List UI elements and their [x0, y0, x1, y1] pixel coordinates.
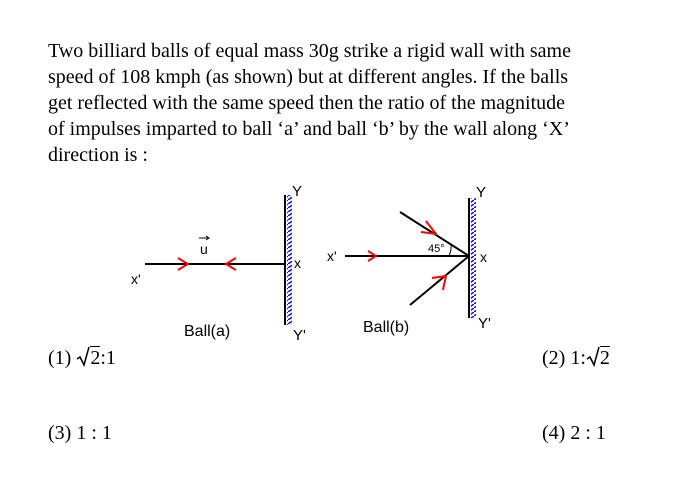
option-value: 2 : 1 [570, 422, 606, 444]
axis-y-prime-b: Y' [478, 315, 491, 332]
axis-x-b: x [480, 249, 487, 265]
sqrt-symbol [76, 346, 90, 368]
option-4[interactable] [542, 422, 606, 445]
reflected-line-b [410, 256, 469, 305]
option-value-radicand: 2 [90, 347, 101, 369]
wall-b-hatch [471, 198, 476, 318]
ball-b-diagram [327, 184, 491, 336]
question-line: get reflected with the same speed then the ratio of the magnitude [48, 92, 566, 114]
option-value: 1 : 1 [76, 422, 112, 444]
question-line: direction is : [48, 144, 148, 166]
ball-a-diagram [131, 183, 306, 344]
axis-x-a: x [294, 255, 301, 271]
axis-y-b: Y [476, 184, 487, 201]
option-number: (2) [542, 347, 566, 369]
wall-a-hatch [287, 195, 292, 325]
angle-label-b: 45° [428, 243, 445, 255]
axis-y-prime-a: Y' [293, 327, 306, 344]
velocity-label-a: u [200, 241, 208, 257]
option-value-radicand: 2 [599, 347, 610, 369]
option-2[interactable] [542, 346, 610, 370]
option-value: 1: [570, 347, 586, 369]
axis-y-a: Y [292, 183, 303, 200]
axis-x-prime-b: x' [327, 248, 337, 264]
option-3[interactable] [48, 422, 112, 445]
angle-arc-b [449, 245, 451, 256]
question-line: of impulses imparted to ball ‘a’ and ball ‘b’ by the wall along ‘X’ [48, 118, 570, 140]
option-number: (1) [48, 347, 72, 369]
option-number: (3) [48, 422, 72, 444]
option-value: :1 [100, 347, 116, 369]
question-line: Two billiard balls of equal mass 30g strike a rigid wall with same [48, 40, 571, 62]
ball-b-label: Ball(b) [363, 319, 410, 336]
sqrt-icon [586, 346, 600, 370]
ball-a-label: Ball(a) [184, 323, 231, 340]
option-number: (4) [542, 422, 566, 444]
sqrt-symbol [586, 346, 600, 368]
option-1[interactable] [48, 346, 116, 370]
axis-x-prime-a: x' [131, 271, 141, 287]
question-line: speed of 108 kmph (as shown) but at different angles. If the balls [48, 66, 569, 88]
sqrt-icon [76, 346, 90, 370]
